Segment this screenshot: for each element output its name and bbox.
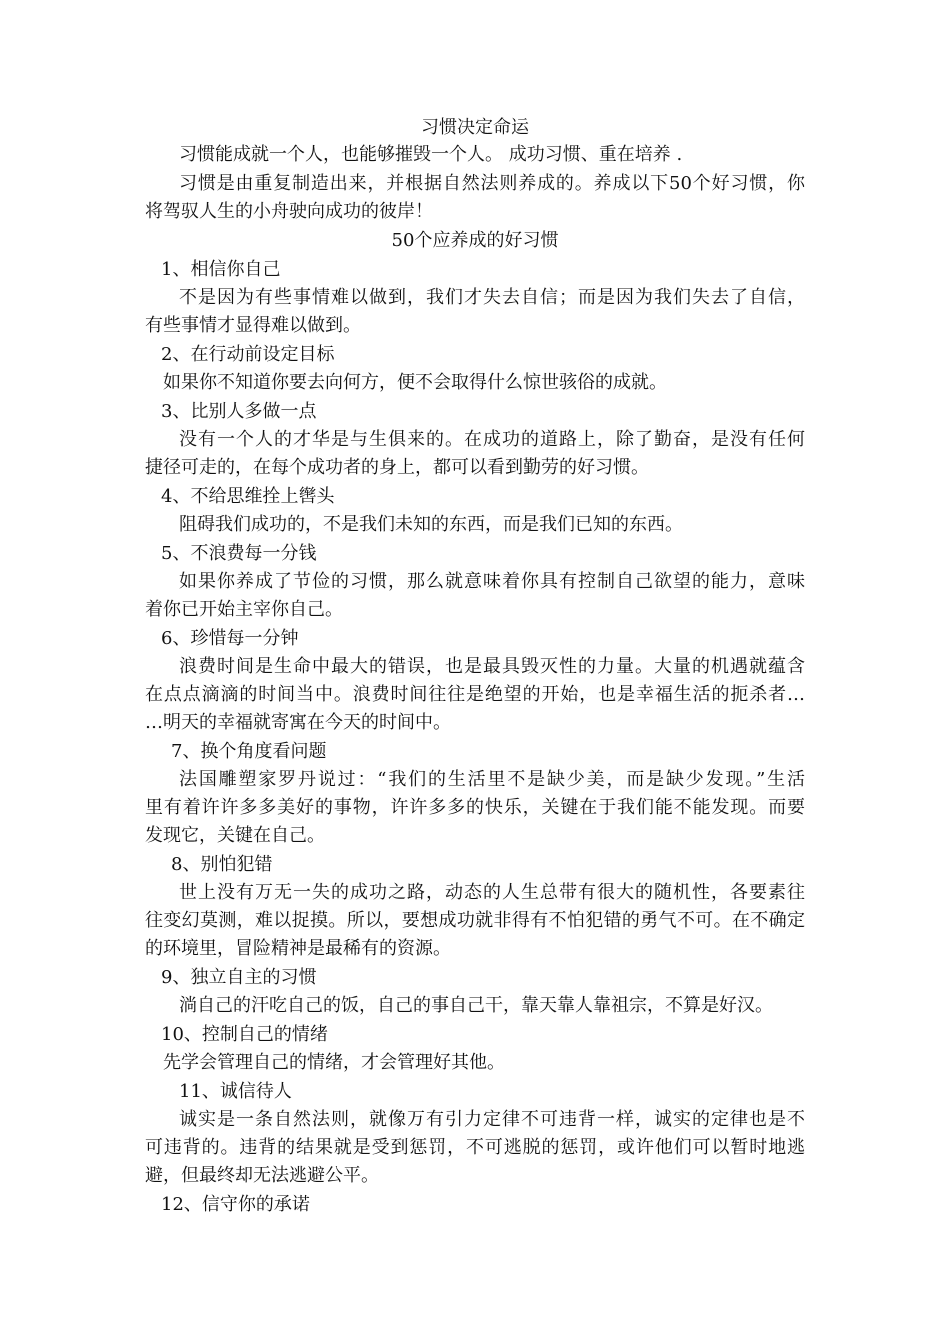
habit-body-line: 浪费时间是生命中最大的错误，也是最具毁灭性的力量。大量的机遇就蕴含 bbox=[179, 656, 805, 677]
habit-body-line: 如果你不知道你要去向何方，便不会取得什么惊世骇俗的成就。 bbox=[163, 372, 667, 393]
intro-line: 将驾驭人生的小舟驶向成功的彼岸！ bbox=[145, 201, 433, 222]
intro-line: 习惯能成就一个人，也能够摧毁一个人。 成功习惯、重在培养 . bbox=[179, 144, 683, 165]
habit-body-line: 里有着许许多多美好的事物，许许多多的快乐，关键在于我们能不能发现。而要 bbox=[145, 797, 805, 818]
habit-body-line: …明天的幸福就寄寓在今天的时间中。 bbox=[145, 712, 451, 733]
section-subtitle: 50个应养成的好习惯 bbox=[391, 230, 559, 251]
habit-heading: 9、独立自主的习惯 bbox=[161, 967, 317, 988]
habit-heading: 5、不浪费每一分钱 bbox=[161, 543, 317, 564]
habit-body-line: 如果你养成了节俭的习惯，那么就意味着你具有控制自己欲望的能力，意味 bbox=[179, 571, 805, 592]
habit-heading: 7、换个角度看问题 bbox=[171, 741, 327, 762]
intro-line: 习惯是由重复制造出来，并根据自然法则养成的。养成以下50个好习惯，你 bbox=[179, 173, 805, 194]
habit-body-line: 世上没有万无一失的成功之路，动态的人生总带有很大的随机性，各要素往 bbox=[179, 882, 805, 903]
habit-body-line: 诚实是一条自然法则，就像万有引力定律不可违背一样，诚实的定律也是不 bbox=[179, 1109, 805, 1130]
habit-heading: 12、信守你的承诺 bbox=[161, 1194, 310, 1215]
habit-body-line: 避，但最终却无法逃避公平。 bbox=[145, 1165, 379, 1186]
habit-body-line: 阻碍我们成功的，不是我们未知的东西，而是我们已知的东西。 bbox=[179, 514, 683, 535]
habit-heading: 6、珍惜每一分钟 bbox=[161, 628, 299, 649]
habit-heading: 3、比别人多做一点 bbox=[161, 401, 317, 422]
habit-heading: 8、别怕犯错 bbox=[171, 854, 273, 875]
habit-body-line: 可违背的。违背的结果就是受到惩罚，不可逃脱的惩罚，或许他们可以暂时地逃 bbox=[145, 1137, 805, 1158]
habit-body-line: 的环境里，冒险精神是最稀有的资源。 bbox=[145, 938, 451, 959]
habit-body-line: 往变幻莫测，难以捉摸。所以，要想成功就非得有不怕犯错的勇气不可。在不确定 bbox=[145, 910, 805, 931]
habit-body-line: 没有一个人的才华是与生俱来的。在成功的道路上，除了勤奋，是没有任何 bbox=[179, 429, 805, 450]
habit-heading: 1、相信你自己 bbox=[161, 259, 281, 280]
habit-heading: 2、在行动前设定目标 bbox=[161, 344, 335, 365]
habit-heading: 10、控制自己的情绪 bbox=[161, 1024, 328, 1045]
habit-body-line: 淌自己的汗吃自己的饭，自己的事自己干，靠天靠人靠祖宗，不算是好汉。 bbox=[179, 995, 773, 1016]
habit-body-line: 有些事情才显得难以做到。 bbox=[145, 315, 361, 336]
habit-body-line: 不是因为有些事情难以做到，我们才失去自信；而是因为我们失去了自信， bbox=[179, 287, 805, 308]
habit-body-line: 着你已开始主宰你自己。 bbox=[145, 599, 343, 620]
habit-body-line: 捷径可走的，在每个成功者的身上，都可以看到勤劳的好习惯。 bbox=[145, 457, 649, 478]
habit-body-line: 先学会管理自己的情绪，才会管理好其他。 bbox=[163, 1052, 505, 1073]
habit-heading: 11、诚信待人 bbox=[179, 1081, 292, 1102]
habit-body-line: 发现它，关键在自己。 bbox=[145, 825, 325, 846]
habit-body-line: 在点点滴滴的时间当中。浪费时间往往是绝望的开始，也是幸福生活的扼杀者… bbox=[145, 684, 805, 705]
habit-heading: 4、不给思维拴上辔头 bbox=[161, 486, 335, 507]
habit-body-line: 法国雕塑家罗丹说过：“我们的生活里不是缺少美，而是缺少发现。”生活 bbox=[179, 769, 805, 790]
document-title: 习惯决定命运 bbox=[421, 117, 529, 138]
